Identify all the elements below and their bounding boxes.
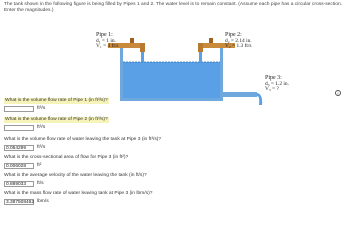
pipe2-label [225, 33, 252, 50]
pipe1-velocity: V₁ = 4 ft/s [96, 43, 119, 50]
pipe1-diameter: d₁ = 1 in. [96, 37, 116, 44]
answer-input-1[interactable] [4, 106, 34, 112]
answer-input-5[interactable]: 0.889033 [4, 181, 34, 187]
answer-unit-1: ft³/s [37, 106, 46, 111]
answer-unit-5: ft/s [37, 181, 44, 186]
answer-unit-4: ft² [37, 163, 42, 168]
answer-unit-2: ft³/s [37, 125, 46, 130]
question-2: What is the volume flow rate of Pipe 2 (in ft³/s)? [5, 117, 108, 122]
question-3: What is the volume flow rate of water leaving the tank at Pipe 3 (in ft³/s)? [4, 137, 162, 142]
pipe2-title: Pipe 2: [225, 32, 242, 38]
answer-unit-6: lbm/s [37, 199, 49, 204]
answer-unit-3: ft³/s [37, 145, 46, 150]
question-1: What is the volume flow rate of Pipe 1 (in ft³/s)? [5, 98, 108, 103]
pipe1-valve [130, 38, 134, 43]
answer-input-4[interactable]: 0.006028 [4, 163, 34, 169]
question-5: What is the average velocity of the water leaving the tank (in ft/s)? [4, 173, 147, 178]
pipe3-title: Pipe 3: [265, 75, 282, 81]
pipe2-diameter: d₂ = 2.14 in. [225, 37, 252, 44]
pipe1-stream [141, 52, 144, 62]
pipe1-outlet [140, 43, 145, 52]
problem-statement: The tank shown in the following figure is being filled by Pipes 1 and 2. The water level is to remain constant. (Assume each pipe has a circular cross-section. Enter the magnitudes.) [4, 2, 343, 13]
pipe1-title: Pipe 1: [96, 32, 113, 38]
pipe2-outlet [198, 43, 203, 52]
answer-input-2[interactable] [4, 125, 34, 131]
tank-water [123, 62, 220, 98]
pipe2-stream [199, 52, 202, 62]
info-icon[interactable]: i [335, 90, 341, 96]
pipe3-label [265, 76, 289, 93]
pipe2-valve [209, 38, 213, 43]
answer-input-6[interactable]: 3.387508462 [6, 200, 35, 205]
question-6: What is the mass flow rate of water leaving tank at Pipe 3 (in lbm/s)? [4, 191, 153, 196]
pipe1-label [96, 33, 118, 50]
tank-wall-right [220, 47, 223, 100]
pipe2-velocity: V₂ = 1.3 ft/s [225, 43, 252, 50]
tank-wall-left [120, 47, 123, 100]
answer-input-3[interactable]: 0.054299 [4, 145, 34, 151]
question-4: What is the cross-sectional area of flow for Pipe 3 (in ft²)? [4, 155, 129, 160]
pipe3-body [223, 92, 257, 97]
tank-bottom [120, 98, 223, 101]
pipe3-diameter: d₃ = 1.2 in. [265, 80, 289, 87]
pipe3-velocity: V₃ = ? [265, 86, 279, 93]
pipe3-stream [257, 93, 262, 105]
